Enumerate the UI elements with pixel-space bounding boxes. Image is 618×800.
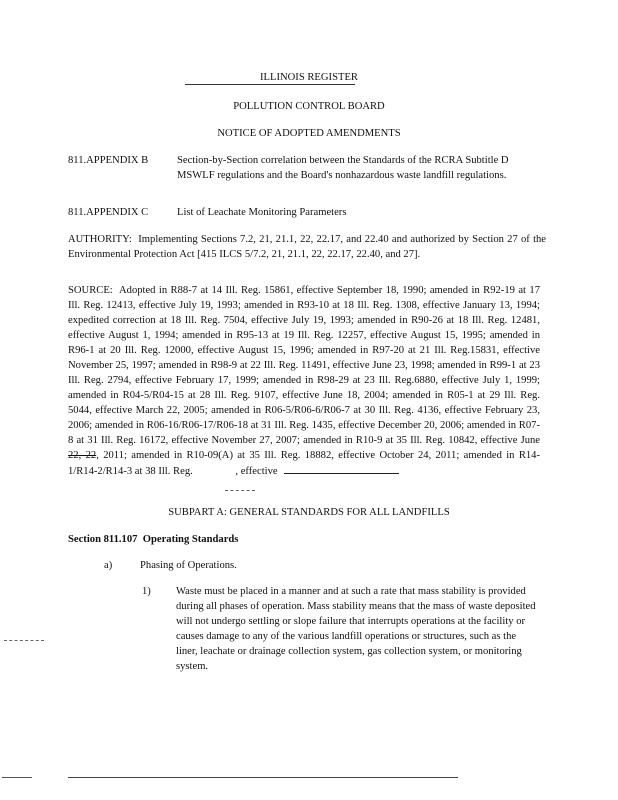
item-a-marker: a)	[104, 560, 113, 571]
source-paragraph	[68, 283, 540, 479]
item-1-marker: 1)	[142, 586, 151, 597]
effective-label: , effective	[235, 466, 278, 477]
scan-artifact	[4, 640, 44, 641]
section-title: Operating Standards	[142, 534, 239, 545]
authority-text: Implementing Sections 7.2, 21, 21.1, 22, 22.17, and 22.40 and authorized by Section 27 of the Environmental Protection Act [415 ILCS 5/7.2, 21, 21.1, 22, 22.17, 22.40, and 27].	[68, 234, 547, 260]
footer-rule-left	[2, 777, 32, 778]
appendix-b-text: Section-by-Section correlation between the Standards of the RCRA Subtitle D MSWLF regulations and the Board's nonhazardous waste landfill regulations.	[177, 155, 509, 181]
source-label: SOURCE:	[68, 285, 113, 296]
appendix-c-text: List of Leachate Monitoring Parameters	[177, 207, 347, 218]
item-1-text: Waste must be placed in a manner and at such a rate that mass stability is provided during all phases of operation. Mass stability means that the mass of waste deposited will not undergo settling or slope failure that interrupts operations at the facility or causes damage to any of the various landfill operations or structures, such as the liner, leachate or drainage collection system, gas collection system, or monitoring system.	[176, 586, 536, 672]
register-title: ILLINOIS REGISTER	[260, 72, 358, 83]
effective-blank	[284, 463, 399, 474]
notice-title: NOTICE OF ADOPTED AMENDMENTS	[217, 128, 401, 139]
footer-rule	[68, 777, 458, 778]
source-text: Adopted in R88-7 at 14 Ill. Reg. 15861, effective September 18, 1990; amended in R92-19 at 17 Ill. Reg. 12413, effective July 19, 1993; amended in R93-10 at 18 Ill. Reg. 1308, effective January 13, 1994; expedited correction at 18 Ill. Reg. 7504, effective July 19, 1993; amended in R90-26 at 18 Ill. Reg. 12481, effective August 1, 1994; amended in R95-13 at 19 Ill. Reg. 12257, effective August 15, 1995; amended in R96-1 at 20 Ill. Reg. 12000, effective August 15, 1996; amended in R97-20 at 21 Ill. Reg.15831, effective November 25, 1997; amended in R98-9 at 22 Ill. Reg. 11491, effective June 23, 1998; amended in R99-1 at 23 Ill. Reg. 2794, effective February 17, 1999; amended in R98-29 at 23 Ill. Reg.6880, effective July 1, 1999; amended in R04-5/R04-15 at 28 Ill. Reg. 9107, effective June 18, 2004; amended in R05-1 at 29 Ill. Reg. 5044, effective March 22, 2005; amended in R06-5/R06-6/R06-7 at 30 Ill. Reg. 4136, effective February 23, 2006; amended in R06-16/R06-17/R06-18 at 31 Ill. Reg. 1435, effective December 20, 2006; amended in R07-8 at 31 Ill. Reg. 16172, effective November 27, 2007; amended in R10-9 at 35 Ill. Reg. 10842, effective June	[68, 285, 540, 446]
appendix-c-id: 811.APPENDIX C	[68, 207, 149, 218]
authority-label: AUTHORITY:	[68, 234, 132, 245]
source-text-cont: , 2011; amended in R10-09(A) at 35 Ill. Reg. 18882, effective October 24, 2011; amended in R14-1/R14-2/R14-3 at 38 Ill. Reg.	[68, 450, 541, 477]
authority-paragraph	[68, 232, 546, 262]
subpart-heading: SUBPART A: GENERAL STANDARDS FOR ALL LANDFILLS	[168, 507, 450, 518]
section-heading	[68, 532, 548, 547]
appendix-b-id: 811.APPENDIX B	[68, 155, 149, 166]
scan-artifact	[225, 490, 255, 491]
struck-date: 22, 22	[68, 450, 97, 461]
item-a-text: Phasing of Operations.	[140, 560, 237, 571]
board-title: POLLUTION CONTROL BOARD	[233, 101, 385, 112]
section-number: Section 811.107	[68, 534, 138, 545]
